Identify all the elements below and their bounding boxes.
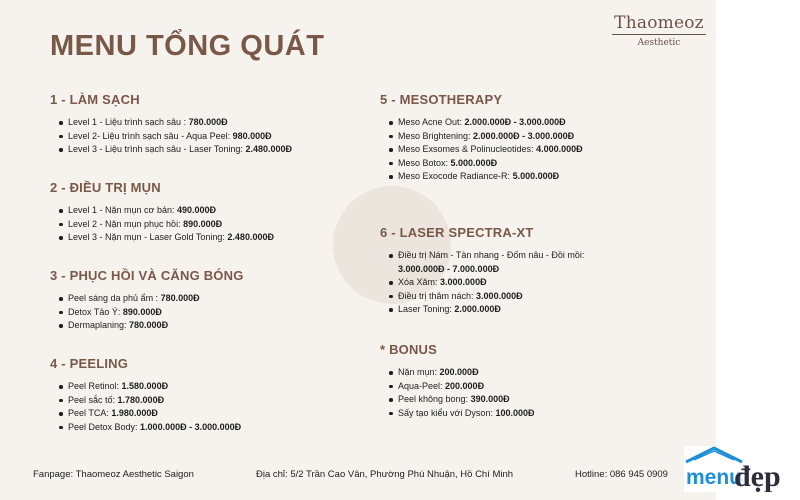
item-label: Meso Brightening:	[398, 130, 474, 141]
list-item	[389, 380, 535, 394]
list-item	[389, 276, 584, 290]
list-item	[59, 380, 241, 394]
item-price: 890.000Đ	[183, 218, 223, 229]
item-label: Peel TCA:	[68, 408, 112, 418]
item-label: Peel Retinol:	[68, 381, 122, 391]
section-phuc-hoi	[50, 268, 244, 333]
item-label: Peel Detox Body:	[68, 421, 141, 432]
badge-word-menu: menu	[686, 466, 743, 489]
item-price: 2.480.000Đ	[245, 144, 292, 154]
list-item	[59, 306, 244, 320]
item-label: Dermaplaning:	[68, 320, 130, 330]
item-label: Peel sắc tố:	[68, 394, 118, 405]
section-title: 2 - ĐIỀU TRỊ MỤN	[50, 180, 161, 195]
section-list	[50, 292, 244, 333]
section-list	[50, 380, 241, 434]
list-item	[59, 319, 244, 333]
item-price: 890.000Đ	[122, 306, 162, 317]
item-label: Detox Tảo Ý:	[68, 306, 123, 317]
item-price: 490.000Đ	[176, 205, 217, 215]
item-label: Meso Exocode Radiance-R:	[398, 171, 513, 181]
item-price: 1.980.000Đ	[111, 408, 158, 418]
item-label: Peel không bong:	[398, 394, 471, 404]
section-lam-sach	[50, 92, 292, 157]
item-label: Sấy tạo kiểu với Dyson:	[398, 407, 496, 418]
list-item	[59, 421, 241, 435]
footer-hotline[interactable]: Hotline: 086 945 0909	[575, 469, 668, 480]
list-item	[59, 218, 274, 232]
list-item	[389, 249, 584, 276]
item-label: Điều trị thâm nách:	[398, 290, 477, 301]
item-price: 5.000.000Đ	[512, 171, 560, 181]
list-item	[389, 290, 584, 304]
item-price: 2.000.000Đ	[454, 304, 501, 314]
item-label: Level 1 - Liệu trình sạch sâu :	[68, 117, 189, 127]
list-item	[389, 303, 584, 317]
item-label: Meso Acne Out:	[398, 117, 465, 127]
list-item	[59, 231, 274, 245]
item-price: 1.780.000Đ	[117, 394, 165, 405]
section-title: 4 - PEELING	[50, 356, 129, 371]
section-mesotherapy	[380, 92, 583, 184]
section-bonus	[380, 342, 535, 420]
footer-address: Địa chỉ: 5/2 Trần Cao Vân, Phường Phú Nhuận, Hồ Chí Minh	[256, 469, 514, 480]
item-label: Laser Toning:	[398, 304, 455, 314]
section-dieu-tri-mun	[50, 180, 274, 245]
item-label: Meso Botox:	[398, 157, 451, 168]
section-peeling	[50, 356, 241, 434]
item-price: 2.000.000Đ - 3.000.000Đ	[464, 117, 566, 127]
item-label: Level 2 - Nặn mụn phục hồi:	[68, 218, 184, 229]
list-item	[389, 116, 583, 130]
list-item	[389, 130, 583, 144]
section-list	[380, 249, 584, 317]
list-item	[389, 393, 535, 407]
badge-word-dep: đẹp	[734, 460, 781, 492]
list-item	[59, 143, 292, 157]
item-price: 2.000.000Đ - 3.000.000Đ	[473, 130, 575, 141]
section-laser	[380, 225, 584, 317]
item-label: Điều trị Nám - Tàn nhang - Đốm nâu - Đồi mồi:	[398, 250, 585, 260]
brand-subtitle: Aesthetic	[637, 38, 681, 48]
section-title: 5 - MESOTHERAPY	[380, 92, 503, 107]
item-price: 200.000Đ	[445, 380, 485, 391]
brand-logo	[600, 14, 718, 48]
item-label: Level 2- Liệu trình sạch sâu - Aqua Peel:	[68, 130, 233, 141]
item-label: Aqua-Peel:	[398, 380, 446, 391]
item-price: 2.480.000Đ	[227, 232, 274, 242]
item-price: 780.000Đ	[188, 117, 228, 127]
list-item	[389, 407, 535, 421]
item-label: Level 1 - Nặn mụn cơ bản:	[68, 205, 177, 215]
item-price: 1.580.000Đ	[121, 381, 169, 391]
item-price: 200.000Đ	[439, 367, 479, 377]
section-title: * BONUS	[380, 342, 438, 357]
item-label: Level 3 - Nặn mụn - Laser Gold Toning:	[68, 232, 228, 242]
item-price: 780.000Đ	[160, 293, 200, 303]
list-item	[59, 407, 241, 421]
item-price: 390.000Đ	[470, 394, 510, 404]
section-title: 6 - LASER SPECTRA-XT	[380, 225, 534, 240]
list-item	[389, 157, 583, 171]
item-price: 1.000.000Đ - 3.000.000Đ	[140, 421, 242, 432]
list-item	[59, 292, 244, 306]
list-item	[389, 143, 583, 157]
item-price: 3.000.000Đ	[440, 277, 487, 287]
item-price: 3.000.000Đ	[476, 290, 523, 301]
footer-fanpage[interactable]: Fanpage: Thaomeoz Aesthetic Saigon	[33, 469, 194, 480]
list-item	[389, 366, 535, 380]
item-price: 3.000.000Đ - 7.000.000Đ	[398, 263, 500, 274]
list-item	[59, 394, 241, 408]
item-label: Xóa Xăm:	[398, 277, 441, 287]
menudep-logo-icon	[684, 446, 796, 492]
item-label: Level 3 - Liệu trình sạch sâu - Laser Toning:	[68, 144, 246, 154]
item-label: Nặn mụn:	[398, 367, 440, 377]
list-item	[389, 170, 583, 184]
item-price: 780.000Đ	[129, 320, 169, 330]
list-item	[59, 130, 292, 144]
item-price: 4.000.000Đ	[536, 144, 583, 154]
section-list	[50, 204, 274, 245]
list-item	[59, 116, 292, 130]
item-label: Peel sáng da phủ ẩm :	[68, 293, 161, 303]
section-list	[380, 366, 535, 420]
section-title: 3 - PHỤC HỒI VÀ CĂNG BÓNG	[50, 268, 244, 283]
section-list	[380, 116, 583, 184]
item-label: Meso Exsomes & Polinucleotides:	[398, 144, 537, 154]
brand-name: Thaomeoz	[614, 13, 704, 33]
item-price: 100.000Đ	[495, 407, 535, 418]
list-item	[59, 204, 274, 218]
menudep-badge	[684, 446, 796, 492]
item-price: 980.000Đ	[232, 130, 272, 141]
section-title: 1 - LÀM SẠCH	[50, 92, 140, 107]
item-price: 5.000.000Đ	[450, 157, 498, 168]
page-title: MENU TỔNG QUÁT	[50, 30, 325, 62]
section-list	[50, 116, 292, 157]
